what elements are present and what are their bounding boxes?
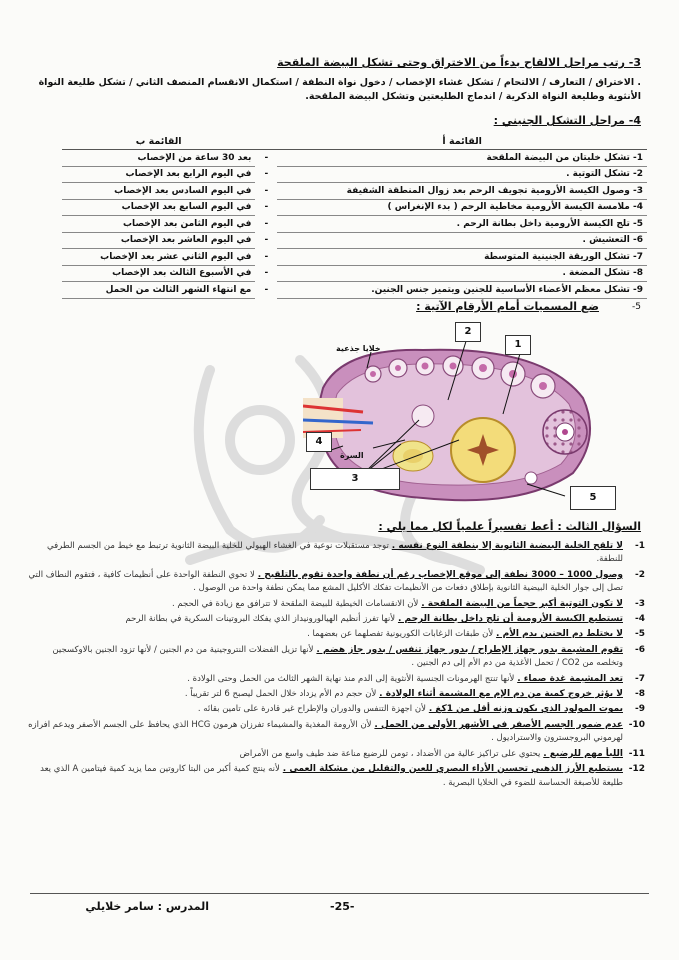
item-explanation: لأنها تنتج الهرمونات الجنسية الأنثوية إلى الدم منذ نهاية الشهر الثالث من الحمل وحتى الولادة . — [187, 673, 515, 684]
item-body — [24, 598, 623, 611]
item-statement: عدم ضمور الجسم الأصفر في الأشهر الأولى من الحمل . — [374, 719, 623, 730]
item-body — [24, 540, 623, 567]
section5-title: ضع المسميات أمام الأرقام الآتية : — [416, 300, 599, 313]
list-item — [24, 703, 645, 716]
item-number: 2- — [634, 569, 645, 580]
item-explanation: لأن الأرومة المغذية والمشيماء تفرزان هرمون HCG الذي يحافظ على الجسم الأصفر ويدعم افرازه لهرموني البروجسترون والاستراديول . — [28, 719, 623, 744]
item-body — [24, 688, 623, 701]
item-number: 7- — [634, 673, 645, 684]
list-item — [24, 644, 645, 671]
item-number: 6- — [634, 644, 645, 655]
stage-a: 8- تشكل المضغة . — [277, 265, 647, 282]
stage-a: 1- تشكل خليتان من البيضة الملقحة — [277, 150, 647, 167]
item-body — [24, 719, 623, 746]
footer-divider — [30, 893, 649, 894]
item-explanation: لأنه ينتج كمية أكبر من البتا كاروتين مما يزيد كمية فيتامين A الذي يعد طليعة للأصبغة الحساسة للضوء في الخلايا البصرية . — [40, 764, 623, 788]
stage-a: 4- ملامسة الكيسة الأرومية مخاطية الرحم ( بدء الإنغراس ) — [277, 199, 647, 216]
item-number: 8- — [634, 689, 645, 700]
item-explanation: لأن طبقات الزغابات الكوريونية تفصلهما عن بعضهما . — [307, 629, 494, 640]
item-body — [24, 763, 623, 790]
item-number: 1- — [634, 541, 645, 551]
number-box-2: 2 — [455, 322, 481, 342]
item-statement: تستطيع الكيسة الأرومية أن تلج داخل بطانة الرحم . — [397, 614, 623, 625]
item-body — [24, 748, 623, 761]
item-statement: يستطيع الأرز الذهبي تحسين الأداء البصري للعين والتقليل من مشكلة العمى . — [282, 764, 623, 775]
teacher-name: المدرس : سامر خلايلي — [85, 900, 209, 913]
stage-a: 3- وصول الكيسة الأرومية تجويف الرحم بعد زوال المنطقة الشفيفة — [277, 183, 647, 200]
stage-b: في اليوم الثامن بعد الإخصاب — [62, 216, 255, 233]
item-statement: لا يختلط دم الجنين بدم الأم . — [496, 629, 623, 640]
stage-b: في اليوم السابع بعد الإخصاب — [62, 199, 255, 216]
stage-b: في اليوم السادس بعد الإخصاب — [62, 183, 255, 200]
number-box-5: 5 — [570, 486, 616, 510]
item-statement: لا تكون التوتية أكبر حجماً من البيضة الملقحة . — [421, 598, 623, 609]
item-statement: تعد المشيمة غدة صماء . — [517, 673, 623, 684]
explanations-list — [24, 540, 645, 792]
item-explanation: لأنها تفرز أنظيم الهيالورونيداز الذي يفكك البروتينات السكرية في بطانة الرحم — [125, 614, 396, 625]
number-box-1: 1 — [505, 335, 531, 355]
item-explanation: لا تحوي النطفة الواحدة على أنظيمات كافية ، فتقوم النطاف التي تصل إلى جوار الخلية البيضية الثانوية بإطلاق دفعات من الأنظيمات تفكك الأكليل المشع مما يمكن نطفة واحدة من الوصول . — [28, 569, 623, 594]
table-row: 3- وصول الكيسة الأرومية تجويف الرحم بعد زوال المنطقة الشفيفة - في اليوم السادس بعد الإخصاب — [62, 183, 647, 200]
item-body — [24, 628, 623, 641]
list-item — [24, 673, 645, 686]
stage-b: في الأسبوع الثالث بعد الإخصاب — [62, 265, 255, 282]
col-a-header: القائمة أ — [277, 133, 647, 150]
page-number: -25- — [330, 900, 355, 913]
table-row: 4- ملامسة الكيسة الأرومية مخاطية الرحم ( بدء الإنغراس ) - في اليوم السابع بعد الإخصاب — [62, 199, 647, 216]
item-body — [24, 644, 623, 671]
hilum-label: السرة — [340, 451, 364, 460]
table-row: 8- تشكل المضغة . - في الأسبوع الثالث بعد الإخصاب — [62, 265, 647, 282]
stage-b: في اليوم العاشر بعد الإخصاب — [62, 232, 255, 249]
stage-b: في اليوم الثاني عشر بعد الإخصاب — [62, 249, 255, 266]
stage-b: مع انتهاء الشهر الثالث من الحمل — [62, 282, 255, 299]
item-explanation: لأن الانقسامات الخيطية للبيضة الملقحة لا تترافق مع زيادة في الحجم . — [171, 598, 419, 609]
item-statement: يموت المولود الذي يكون وزنه أقل من 1كغ . — [428, 704, 623, 715]
table-row: 9- تشكل معظم الأعضاء الأساسية للجنين ويتميز جنس الجنين. - مع انتهاء الشهر الثالث من الحمل — [62, 282, 647, 299]
item-number: 9- — [634, 704, 645, 715]
item-number: 3- — [634, 598, 645, 609]
col-b-header: القائمة ب — [62, 133, 255, 150]
stage-a: 6- التعشيش . — [277, 232, 647, 249]
list-item — [24, 688, 645, 701]
stage-a: 7- تشكل الوريقة الجنينية المتوسطة — [277, 249, 647, 266]
section5-number: -5 — [632, 302, 641, 312]
item-statement: تقوم المشيمة بدور جهاز الإطراح / بدور جهاز تنفس / بدور جاز هضم . — [316, 644, 623, 655]
item-explanation: يحتوي على تراكيز عالية من الأضداد ، تومن للرضيع مناعة ضد طيف واسع من الأمراض — [239, 748, 541, 759]
item-number: 10- — [628, 719, 645, 730]
item-number: 11- — [628, 748, 645, 759]
released-ovum — [525, 472, 537, 484]
number-box-4: 4 — [306, 432, 332, 452]
list-item — [24, 613, 645, 626]
table-row: 6- التعشيش . - في اليوم العاشر بعد الإخصاب — [62, 232, 647, 249]
list-item — [24, 748, 645, 761]
section3-title: 3- رتب مراحل الالقاح بدءاً من الاختراق وحتى تشكل البيضة الملقحة — [277, 56, 641, 69]
list-item — [24, 540, 645, 567]
list-item — [24, 569, 645, 596]
list-item — [24, 763, 645, 790]
table-row: 2- تشكل التوتية . - في اليوم الرابع بعد الإخصاب — [62, 166, 647, 183]
item-explanation: لأنها تزيل الفضلات النتروجينية من دم الجنين / لأنها تزود الجنين بالاوكسجين وتخلصه من CO2 / تحمل الأغذية من دم الأم إلى دم الجنين . — [52, 644, 623, 669]
stage-b: في اليوم الرابع بعد الإخصاب — [62, 166, 255, 183]
item-body — [24, 703, 623, 716]
stage-a: 9- تشكل معظم الأعضاء الأساسية للجنين ويتميز جنس الجنين. — [277, 282, 647, 299]
item-number: 5- — [634, 629, 645, 640]
item-body — [24, 673, 623, 686]
item-body — [24, 613, 623, 626]
item-number: 12- — [628, 764, 645, 775]
item-explanation: لأن حجم دم الأم يزداد خلال الحمل ليصبح 6 لتر تقريباً . — [184, 689, 377, 700]
stage-a: 5- تلج الكيسة الأرومية داخل بطانة الرحم . — [277, 216, 647, 233]
stage-b: بعد 30 ساعة من الإخصاب — [62, 150, 255, 167]
item-statement: لا تلقح الخلية البيضية الثانوية إلا بنطفة النوع نفسه . — [391, 541, 623, 551]
table-row: 1- تشكل خليتان من البيضة الملقحة - بعد 30 ساعة من الإخصاب — [62, 150, 647, 167]
section4-title: 4- مراحل التشكل الجنيني : — [493, 114, 641, 127]
list-item — [24, 719, 645, 746]
table-row: 5- تلج الكيسة الأرومية داخل بطانة الرحم . - في اليوم الثامن بعد الإخصاب — [62, 216, 647, 233]
item-body — [24, 569, 623, 596]
stem-cells-label: خلايا جذعية — [336, 344, 381, 353]
stages-table — [62, 133, 647, 299]
section3-answer: . الاختراق / التعارف / الالتحام / تشكل غشاء الإخصاب / دخول نواة النطفة / استكمال الانقسام المنصف الثاني / تشكل طليعة النواة الأنثوية وطليعة النواة الذكرية / اندماج الطليعتين وتشكل البيضة الملقحة. — [38, 77, 641, 102]
item-explanation: توجد مستقبلات نوعية في الغشاء الهيولي للخلية البيضة الثانوية ترتبط مع خيط من الجسم الطرفي للنطفة. — [47, 541, 623, 565]
stage-a: 2- تشكل التوتية . — [277, 166, 647, 183]
item-statement: وصول 1000 – 3000 نطفة إلى موقع الإخصاب رغم أن نطفة واحدة تقوم بالتلقيح . — [257, 569, 623, 580]
number-box-3: 3 — [310, 468, 400, 490]
list-item — [24, 598, 645, 611]
item-statement: اللبأ مهم للرضيع . — [543, 748, 623, 759]
item-statement: لا يؤثر خروج كمية من دم الإم مع المشيمة أثناء الولادة . — [379, 689, 623, 700]
item-explanation: لأن اجهزة التنفس والدوران والإطراح غير قادرة على تامين بقائه . — [197, 704, 426, 715]
question3-title: السؤال الثالث : أعط تفسيراً علمياً لكل مما يلي : — [378, 520, 641, 533]
item-number: 4- — [634, 614, 645, 625]
list-item — [24, 628, 645, 641]
table-row: 7- تشكل الوريقة الجنينية المتوسطة - في اليوم الثاني عشر بعد الإخصاب — [62, 249, 647, 266]
